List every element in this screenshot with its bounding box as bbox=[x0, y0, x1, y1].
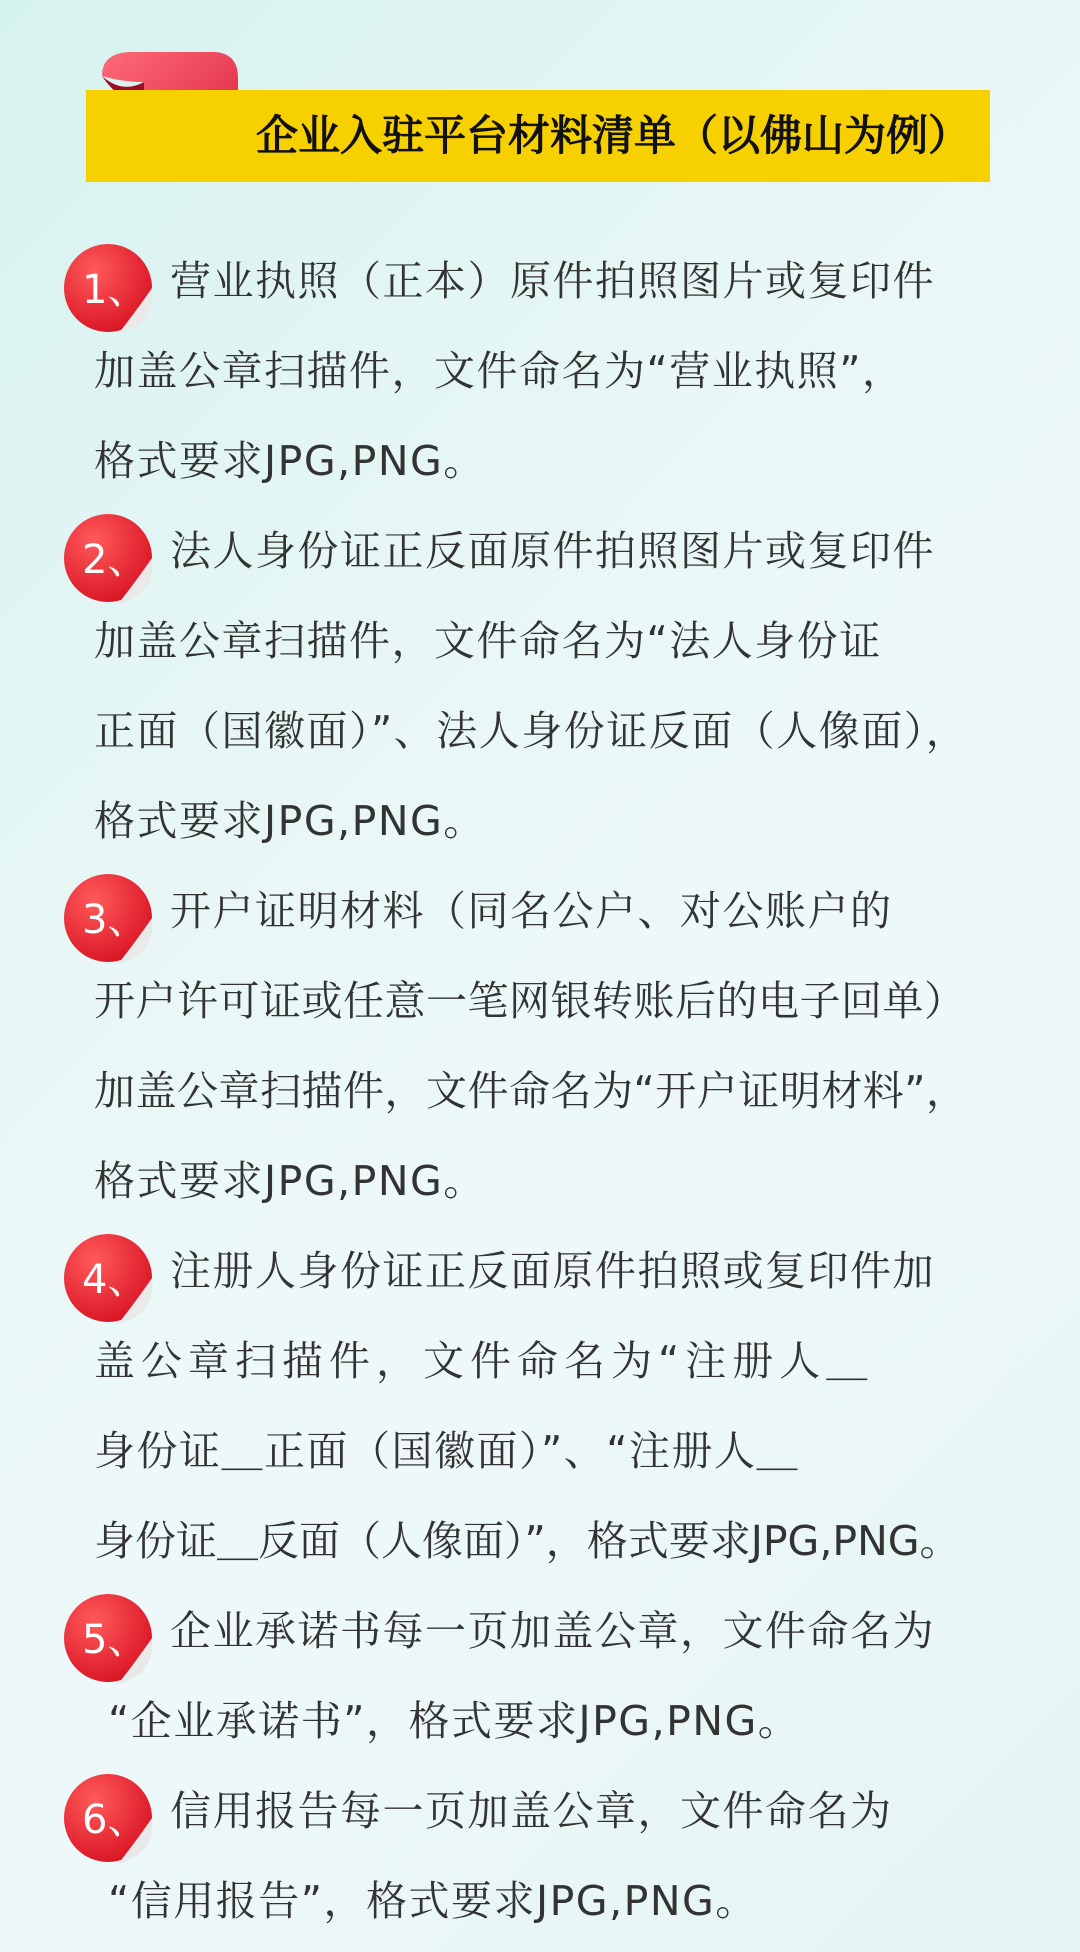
item-text-line: 企业承诺书每一页加盖公章，文件命名为 bbox=[170, 1607, 935, 1655]
item-text-line: 身份证＿正面（国徽面）”、“注册人＿ bbox=[94, 1427, 799, 1475]
title-banner bbox=[86, 90, 990, 182]
item-text-line: 开户证明材料（同名公户、对公账户的 bbox=[170, 887, 893, 935]
item-number: 5、 bbox=[82, 1617, 148, 1663]
item-number: 4、 bbox=[82, 1257, 148, 1303]
item-text-line: 加盖公章扫描件，文件命名为“法人身份证 bbox=[94, 617, 882, 665]
item-text-line: 格式要求JPG,PNG。 bbox=[94, 797, 486, 845]
item-text-line: 盖公章扫描件，文件命名为“注册人＿ bbox=[94, 1337, 874, 1385]
item-text-line: 格式要求JPG,PNG。 bbox=[94, 437, 486, 485]
item-text-line: 正面（国徽面）”、法人身份证反面（人像面）， bbox=[94, 707, 969, 755]
item-text-line: “企业承诺书”，格式要求JPG,PNG。 bbox=[108, 1697, 801, 1745]
item-text-line: “信用报告”，格式要求JPG,PNG。 bbox=[108, 1877, 758, 1925]
item-text-line: 注册人身份证正反面原件拍照或复印件加 bbox=[170, 1247, 935, 1295]
item-text-line: 格式要求JPG,PNG。 bbox=[94, 1157, 486, 1205]
item-text-line: 开户许可证或任意一笔网银转账后的电子回单） bbox=[94, 977, 966, 1025]
item-text-line: 身份证＿反面（人像面）”，格式要求JPG,PNG。 bbox=[94, 1517, 961, 1565]
item-number: 6、 bbox=[82, 1797, 148, 1843]
page-title: 企业入驻平台材料清单（以佛山为例） bbox=[256, 111, 971, 160]
item-text-line: 加盖公章扫描件，文件命名为“开户证明材料”， bbox=[94, 1067, 968, 1115]
item-text-line: 加盖公章扫描件，文件命名为“营业执照”， bbox=[94, 347, 905, 395]
item-number: 3、 bbox=[82, 897, 148, 943]
item-text-line: 营业执照（正本）原件拍照图片或复印件 bbox=[170, 257, 935, 305]
item-text-line: 法人身份证正反面原件拍照图片或复印件 bbox=[170, 527, 935, 575]
item-number: 1、 bbox=[82, 267, 148, 313]
item-number: 2、 bbox=[82, 537, 148, 583]
item-text-line: 信用报告每一页加盖公章，文件命名为 bbox=[170, 1787, 893, 1835]
